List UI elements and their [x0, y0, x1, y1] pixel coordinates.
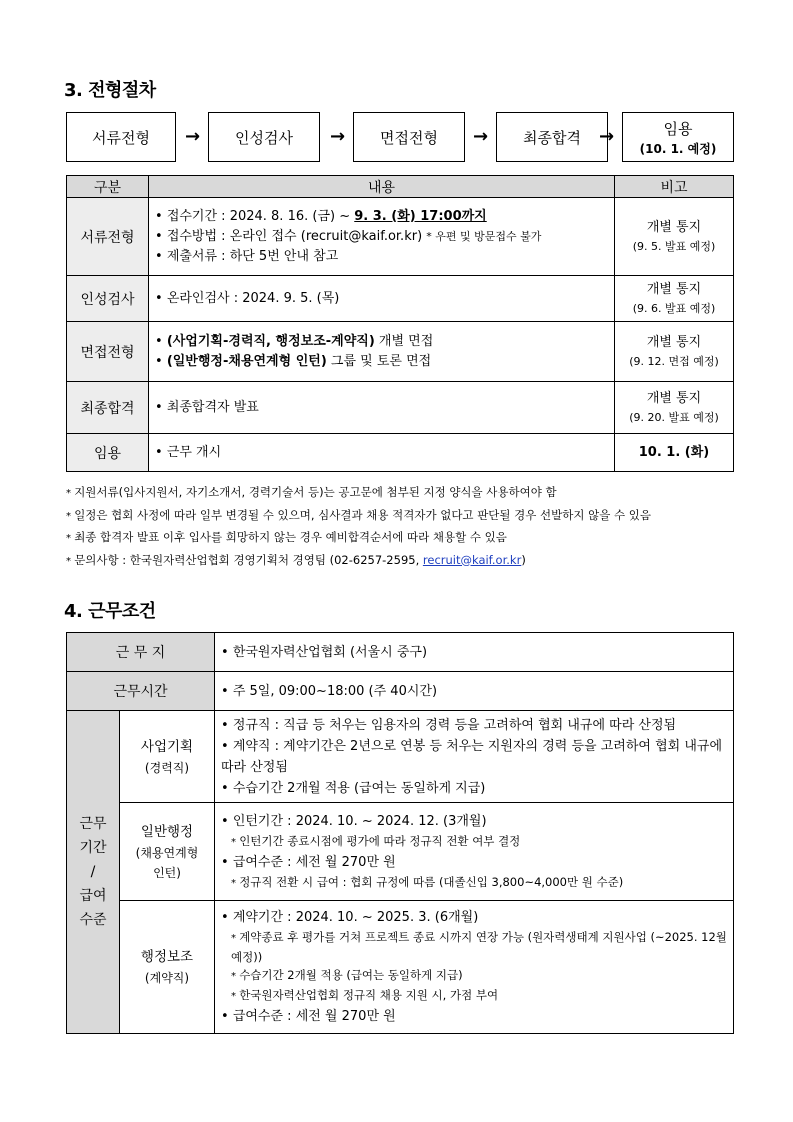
note-item — [66, 550, 746, 573]
process-flow — [66, 112, 734, 164]
section-3-title: 3. 전형절차 — [64, 80, 156, 101]
row-content — [149, 434, 615, 472]
section-4-title: 4. 근무조건 — [64, 601, 156, 622]
row-content — [215, 633, 734, 672]
table-row — [67, 382, 734, 434]
text: 일반행정 — [140, 823, 194, 840]
note-text: * 인턴기간 종료시점에 평가에 따라 정규직 전환 여부 결정 — [221, 832, 727, 852]
table-row — [67, 803, 734, 901]
text: 근무 — [79, 816, 107, 832]
row-content — [149, 322, 615, 382]
text: • 계약직 : 계약기간은 2년으로 연봉 등 처우는 지원자의 경력 등을 고려하여 협회 내규에 따라 산정됨 — [221, 736, 727, 778]
row-label: 임용 — [67, 434, 149, 472]
table-row — [67, 322, 734, 382]
text: • 근무 개시 — [155, 443, 608, 463]
text: (경력직) — [144, 760, 190, 775]
note-text: * 수습기간 2개월 적용 (급여는 동일하게 지급) — [221, 966, 727, 986]
arrow-right-icon: → — [330, 126, 346, 147]
row-content — [149, 276, 615, 322]
text: • 한국원자력산업협회 (서울시 중구) — [221, 642, 727, 663]
text: 수준 — [79, 912, 107, 928]
arrow-right-icon: → — [473, 126, 489, 147]
text: 기간 — [79, 840, 107, 856]
row-content — [215, 803, 734, 901]
text: • 주 5일, 09:00~18:00 (주 40시간) — [221, 681, 727, 702]
row-label: 근무시간 — [67, 672, 215, 711]
text: 행정보조 — [140, 949, 194, 965]
row-remark — [615, 322, 734, 382]
row-label: 면접전형 — [67, 322, 149, 382]
flow-step-document — [66, 112, 176, 162]
flow-step-label: 인성검사 — [235, 128, 293, 147]
note-text: * 우편 및 방문접수 불가 — [426, 229, 542, 243]
table-row — [67, 633, 734, 672]
text: 개별 통지 — [646, 281, 702, 297]
note-item: * 지원서류(입사지원서, 자기소개서, 경력기술서 등)는 공고문에 첨부된 지정 양식을 사용하여야 함 — [66, 482, 746, 505]
table-row — [67, 434, 734, 472]
arrow-right-icon: → — [599, 126, 615, 147]
table-row — [67, 276, 734, 322]
text: • 최종합격자 발표 — [155, 398, 608, 418]
text: 접수기간 : 2024. 8. 16. (금) ~ — [166, 208, 355, 224]
contact-text: ) — [521, 552, 526, 567]
text: • 제출서류 : 하단 5번 안내 참고 — [155, 247, 608, 267]
note-text: * 계약종료 후 평가를 거쳐 프로젝트 종료 시까지 연장 가능 (원자력생태계 지원사업 (~2025. 12월 예정)) — [221, 928, 727, 966]
text: • 급여수준 : 세전 월 270만 원 — [221, 852, 727, 873]
row-remark: 10. 1. (화) — [615, 434, 734, 472]
sub-label-admin — [120, 803, 215, 901]
row-content — [215, 711, 734, 803]
text: 개별 통지 — [646, 390, 702, 406]
email-link[interactable]: recruit@kaif.or.kr — [422, 552, 522, 567]
text: (9. 12. 면접 예정) — [629, 354, 719, 368]
text: • 급여수준 : 세전 월 270만 원 — [221, 1006, 727, 1027]
process-table — [66, 175, 734, 472]
text: / — [90, 864, 96, 880]
flow-step-appointment — [622, 112, 734, 162]
deadline-text: 9. 3. (화) 17:00까지 — [354, 208, 487, 224]
row-remark — [615, 382, 734, 434]
row-content — [215, 901, 734, 1034]
flow-step-label: 면접전형 — [380, 128, 438, 147]
flow-step-label: 서류전형 — [92, 128, 150, 147]
text: • 온라인검사 : 2024. 9. 5. (목) — [155, 289, 608, 309]
table-row — [67, 672, 734, 711]
text: 접수방법 : 온라인 접수 (recruit@kaif.or.kr) — [166, 228, 423, 244]
arrow-right-icon: → — [185, 126, 201, 147]
col-header-category: 구분 — [67, 176, 149, 198]
text: 사업기획 — [140, 738, 194, 755]
notes-list — [66, 482, 746, 572]
text: • 인턴기간 : 2024. 10. ~ 2024. 12. (3개월) — [221, 811, 727, 832]
text: • 계약기간 : 2024. 10. ~ 2025. 3. (6개월) — [221, 907, 727, 928]
note-text: * 정규직 전환 시 급여 : 협회 규정에 따름 (대졸신입 3,800~4,000만 원 수준) — [221, 873, 727, 893]
note-item: * 일정은 협회 사정에 따라 일부 변경될 수 있으며, 심사결과 채용 적격자가 없다고 판단될 경우 선발하지 않을 수 있음 — [66, 505, 746, 528]
row-remark — [615, 198, 734, 276]
note-text: * 한국원자력산업협회 정규직 채용 지원 시, 가점 부여 — [221, 986, 727, 1006]
flow-step-label: 최종합격 — [523, 128, 581, 147]
row-content — [149, 198, 615, 276]
flow-step-interview — [353, 112, 465, 162]
text: 개별 통지 — [646, 219, 702, 235]
row-label: 인성검사 — [67, 276, 149, 322]
flow-step-label: 임용 — [663, 119, 693, 138]
text: (채용연계형 — [135, 845, 199, 860]
row-label: 서류전형 — [67, 198, 149, 276]
contact-text: 문의사항 : 한국원자력산업협회 경영기획처 경영팀 (02-6257-2595, — [74, 552, 423, 567]
row-label: 최종합격 — [67, 382, 149, 434]
group-label — [67, 711, 120, 1034]
text: 개별 면접 — [374, 333, 434, 349]
text: (9. 5. 발표 예정) — [632, 239, 716, 253]
text: • 수습기간 2개월 적용 (급여는 동일하게 지급) — [221, 778, 727, 799]
row-content — [215, 672, 734, 711]
table-row — [67, 901, 734, 1034]
flow-step-personality — [208, 112, 320, 162]
row-content — [149, 382, 615, 434]
sub-label-biz — [120, 711, 215, 803]
flow-step-final — [496, 112, 608, 162]
work-conditions-table — [66, 632, 734, 1034]
table-row — [67, 198, 734, 276]
table-row — [67, 711, 734, 803]
text: (일반행정-채용연계형 인턴) — [166, 353, 327, 369]
text: 개별 통지 — [646, 334, 702, 350]
note-item: * 최종 합격자 발표 이후 입사를 희망하지 않는 경우 예비합격순서에 따라 채용할 수 있음 — [66, 527, 746, 550]
text: (9. 20. 발표 예정) — [629, 410, 719, 424]
text: 급여 — [79, 888, 107, 904]
sub-label-assist — [120, 901, 215, 1034]
text: (사업기획-경력직, 행정보조-계약직) — [166, 333, 375, 349]
text: (9. 6. 발표 예정) — [632, 301, 716, 315]
text: 그룹 및 토론 면접 — [326, 353, 432, 369]
col-header-content: 내용 — [149, 176, 615, 198]
row-remark — [615, 276, 734, 322]
text: • 정규직 : 직급 등 처우는 임용자의 경력 등을 고려하여 협회 내규에 따라 산정됨 — [221, 715, 727, 736]
col-header-remark: 비고 — [615, 176, 734, 198]
text: (계약직) — [144, 971, 190, 985]
row-label: 근 무 지 — [67, 633, 215, 672]
flow-step-sub: (10. 1. 예정) — [639, 141, 717, 156]
text: 인턴) — [153, 865, 181, 880]
